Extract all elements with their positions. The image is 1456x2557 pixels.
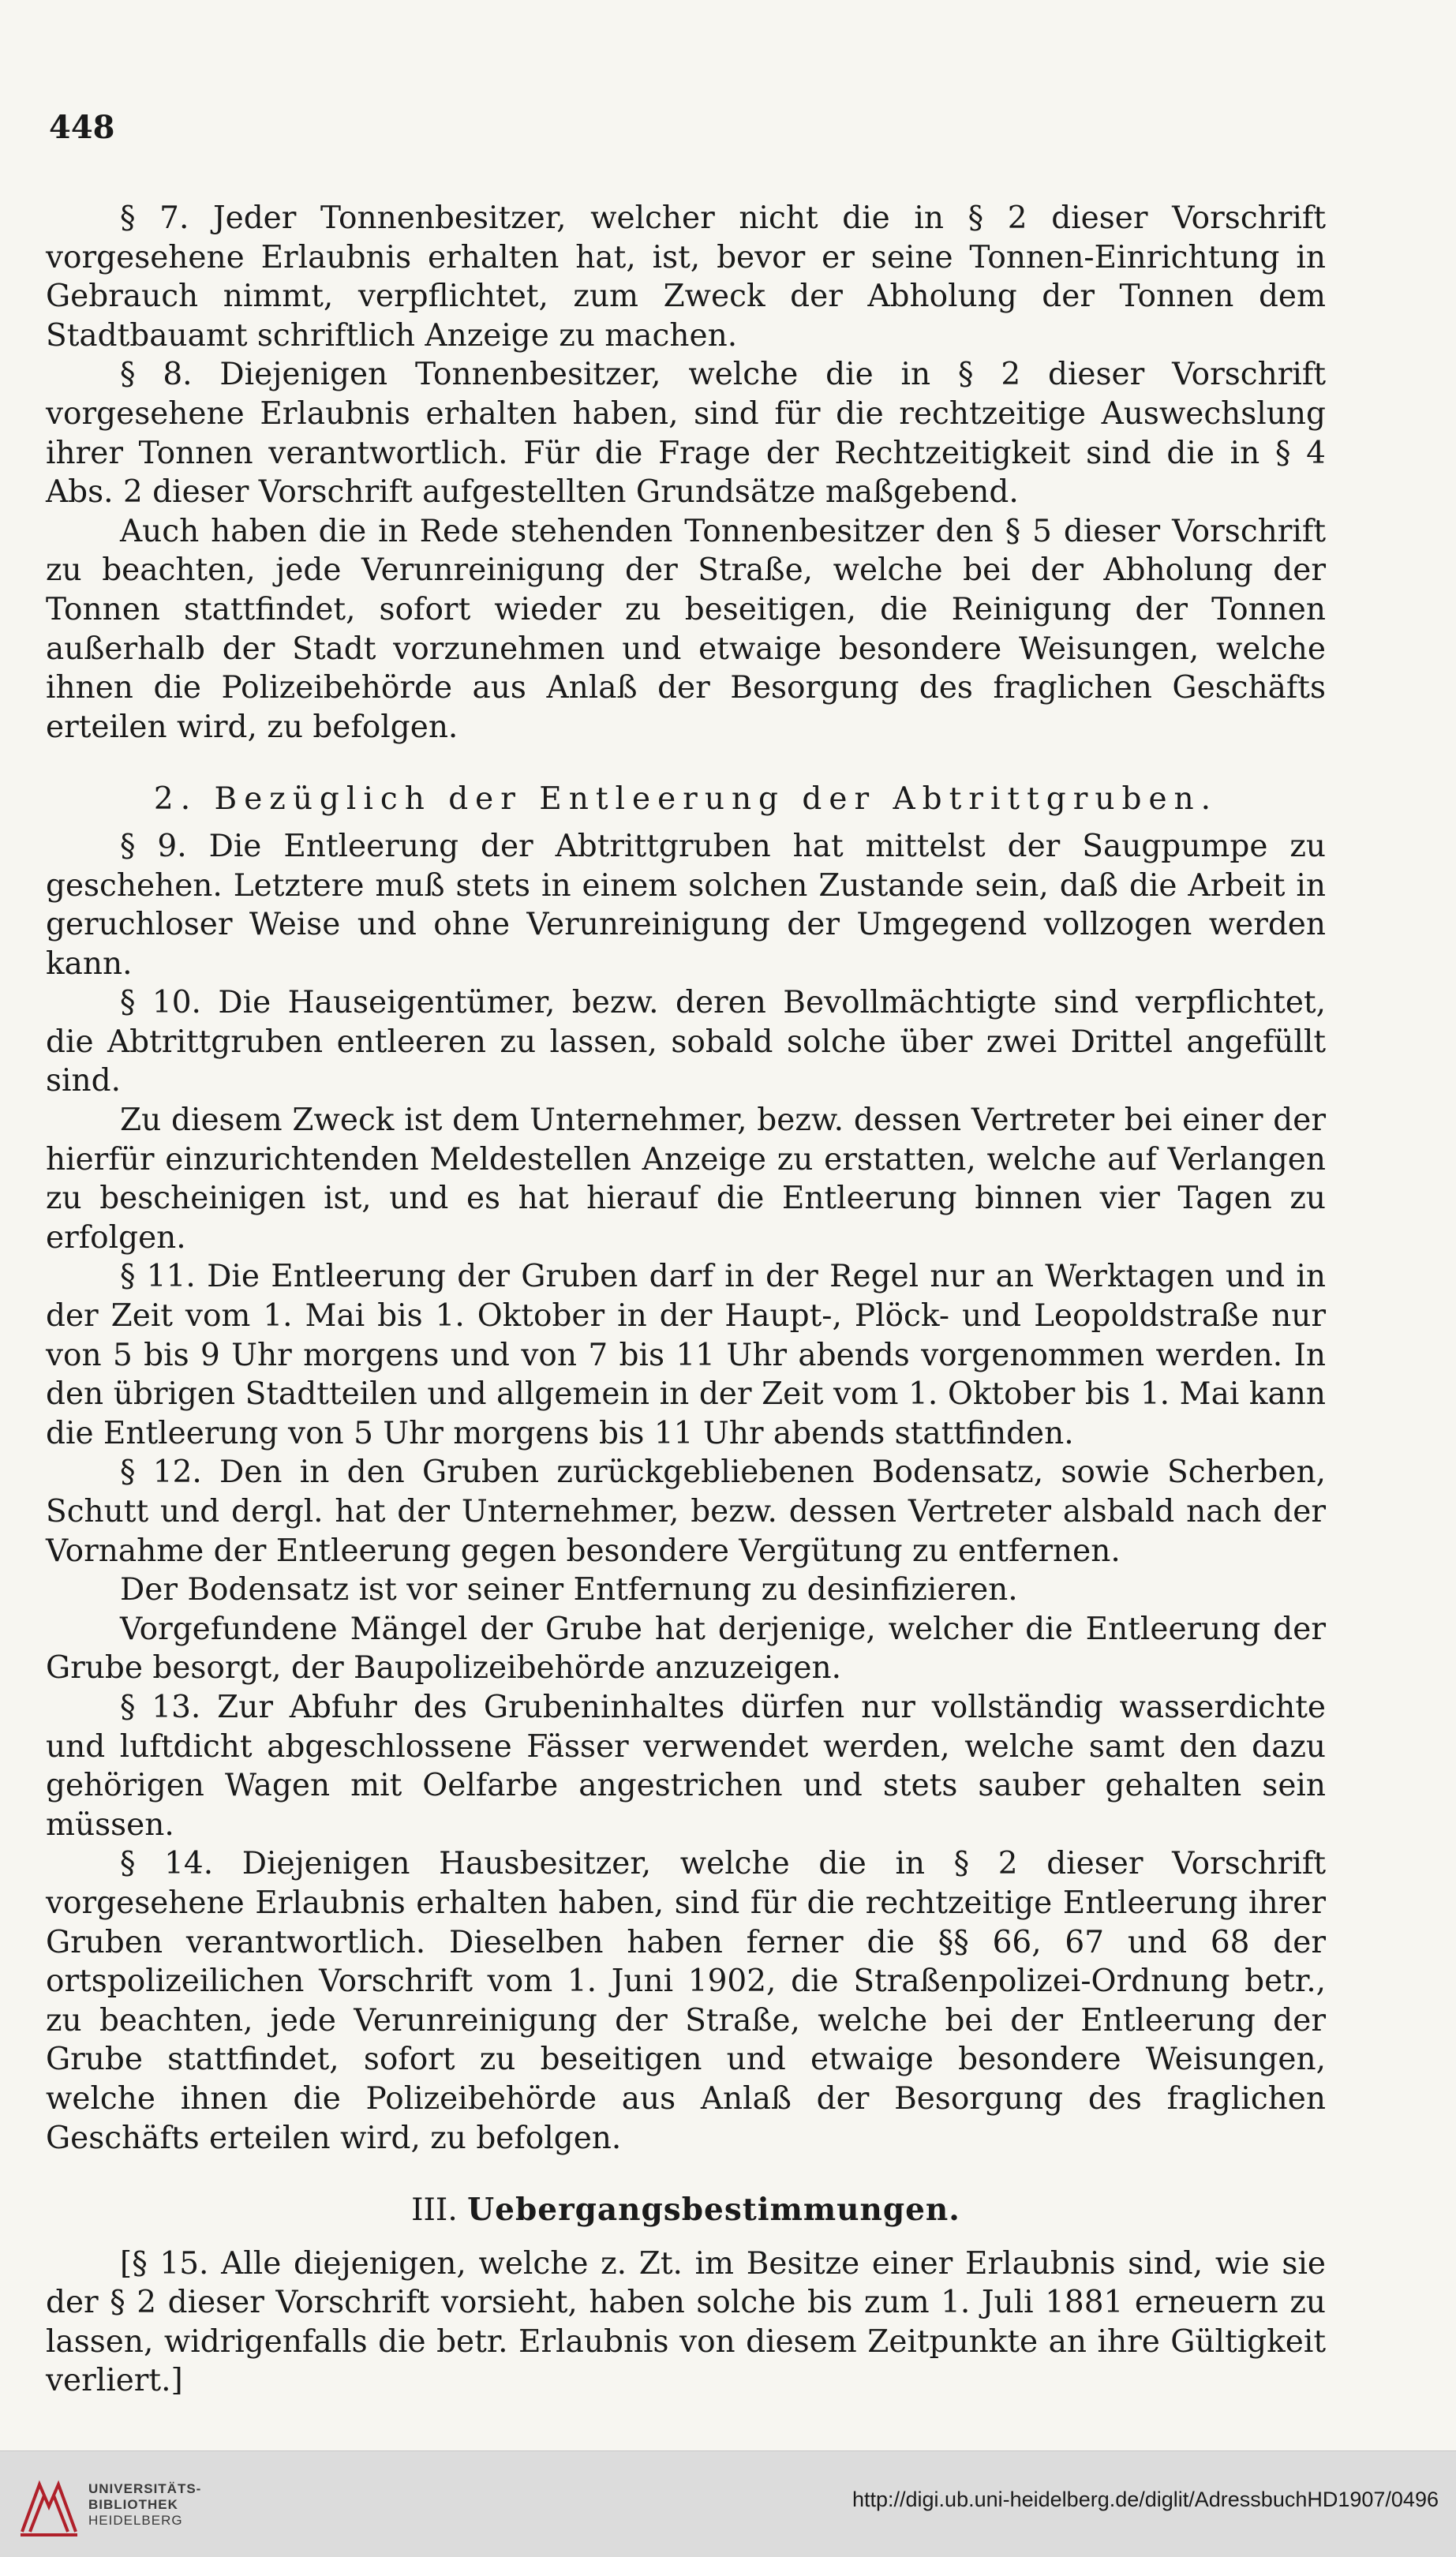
section-heading-3 [46, 2191, 1326, 2230]
page-number: 448 [49, 109, 115, 146]
paragraph-10-continued: Zu diesem Zweck ist dem Unternehmer, bezw. dessen Vertreter bei einer der hierfür einzurichtenden Meldestellen Anzeige zu erstatten, welche auf Verlangen zu bescheinigen ist, und es hat hierauf die Entleerung binnen vier Tagen zu erfolgen. [46, 1103, 1326, 1256]
source-url-link[interactable]: http://digi.ub.uni-heidelberg.de/diglit/AdressbuchHD1907/0496 [852, 2488, 1439, 2511]
paragraph-11: § 11. Die Entleerung der Gruben darf in der Regel nur an Werktagen und in der Zeit vom 1. Mai bis 1. Oktober in der Haupt-, Plöck- und Leopoldstraße nur von 5 bis 9 Uhr morgens und von 7 bis 11 Uhr abends vorgenommen werden. In den übrigen Stadtteilen und allgemein in der Zeit vom 1. Oktober bis 1. Mai kann die Entleerung von 5 Uhr morgens bis 11 Uhr abends stattfinden. [46, 1259, 1326, 1451]
footer-bar [0, 2450, 1456, 2557]
section-heading-3-number: III. [411, 2192, 458, 2229]
paragraph-9: § 9. Die Entleerung der Abtrittgruben hat mittelst der Saugpumpe zu geschehen. Letztere muß stets in einem solchen Zustande sein, daß die Arbeit in geruchloser Weise und ohne Verunreinigung der Umgegend vollzogen werden kann. [46, 828, 1326, 982]
library-name [88, 2481, 201, 2529]
paragraph-10: § 10. Die Hauseigentümer, bezw. deren Bevollmächtigte sind verpflichtet, die Abtrittgruben entleeren zu lassen, sobald solche über zwei Drittel angefüllt sind. [46, 985, 1326, 1099]
paragraph-8: § 8. Diejenigen Tonnenbesitzer, welche die in § 2 dieser Vorschrift vorgesehene Erlaubnis erhalten haben, sind für die rechtzeitige Auswechslung ihrer Tonnen verantwortlich. Für die Frage der Rechtzeitigkeit sind die in § 4 Abs. 2 dieser Vorschrift aufgestellten Grundsätze maßgebend. [46, 357, 1326, 511]
paragraph-12: § 12. Den in den Gruben zurückgebliebenen Bodensatz, sowie Scherben, Schutt und dergl. hat der Unternehmer, bezw. dessen Vertreter alsbald nach der Vornahme der Entleerung gegen besondere Vergütung zu entfernen. [46, 1454, 1326, 1569]
library-name-line1: UNIVERSITÄTS- [88, 2481, 202, 2496]
paragraph-12-maengel: Vorgefundene Mängel der Grube hat derjenige, welcher die Entleerung der Grube besorgt, der Baupolizeibehörde anzuzeigen. [46, 1611, 1326, 1687]
library-name-line2: BIBLIOTHEK [88, 2497, 178, 2512]
section-heading-3-title: Uebergangsbestimmungen. [467, 2192, 960, 2229]
library-name-line3: HEIDELBERG [88, 2513, 183, 2528]
paragraph-7: § 7. Jeder Tonnenbesitzer, welcher nicht die in § 2 dieser Vorschrift vorgesehene Erlaubnis erhalten hat, ist, bevor er seine Tonnen-Einrichtung in Gebrauch nimmt, verpflichtet, zum Zweck der Abholung der Tonnen dem Stadtbauamt schriftlich Anzeige zu machen. [46, 200, 1326, 354]
university-library-logo-icon [16, 2469, 82, 2540]
paragraph-15: [§ 15. Alle diejenigen, welche z. Zt. im Besitze einer Erlaubnis sind, wie sie der § 2 dieser Vorschrift vorsieht, haben solche bis zum 1. Juli 1881 erneuern zu lassen, widrigenfalls die betr. Erlaubnis von diesem Zeitpunkte an ihre Gültigkeit verliert.] [46, 2245, 1326, 2399]
paragraph-14: § 14. Diejenigen Hausbesitzer, welche die in § 2 dieser Vorschrift vorgesehene Erlaubnis erhalten haben, sind für die rechtzeitige Entleerung ihrer Gruben verantwortlich. Dieselben haben ferner die §§ 66, 67 und 68 der ortspolizeilichen Vorschrift vom 1. Juni 1902, die Straßenpolizei-Ordnung betr., zu beachten, jede Verunreinigung der Straße, welche bei der Entleerung der Grube stattfindet, sofort zu beseitigen und etwaige besondere Weisungen, welche ihnen die Polizeibehörde aus Anlaß der Besorgung des fraglichen Geschäfts erteilen wird, zu befolgen. [46, 1846, 1326, 2156]
paragraph-12-bodensatz: Der Bodensatz ist vor seiner Entfernung zu desinfizieren. [120, 1572, 1018, 1608]
paragraph-13: § 13. Zur Abfuhr des Grubeninhaltes dürfen nur vollständig wasserdichte und luftdicht abgeschlossene Fässer verwendet werden, welche samt den dazu gehörigen Wagen mit Oelfarbe angestrichen und stets sauber gehalten sein müssen. [46, 1689, 1326, 1843]
section-heading-2: 2. Bezüglich der Entleerung der Abtrittgruben. [153, 781, 1218, 818]
paragraph-8-continued: Auch haben die in Rede stehenden Tonnenbesitzer den § 5 dieser Vorschrift zu beachten, jede Verunreinigung der Straße, welche bei der Abholung der Tonnen stattfindet, sofort wieder zu beseitigen, die Reinigung der Tonnen außerhalb der Stadt vorzunehmen und etwaige besondere Weisungen, welche ihnen die Polizeibehörde aus Anlaß der Besorgung des fraglichen Geschäfts erteilen wird, zu befolgen. [46, 513, 1326, 745]
page-text [46, 199, 1326, 2401]
